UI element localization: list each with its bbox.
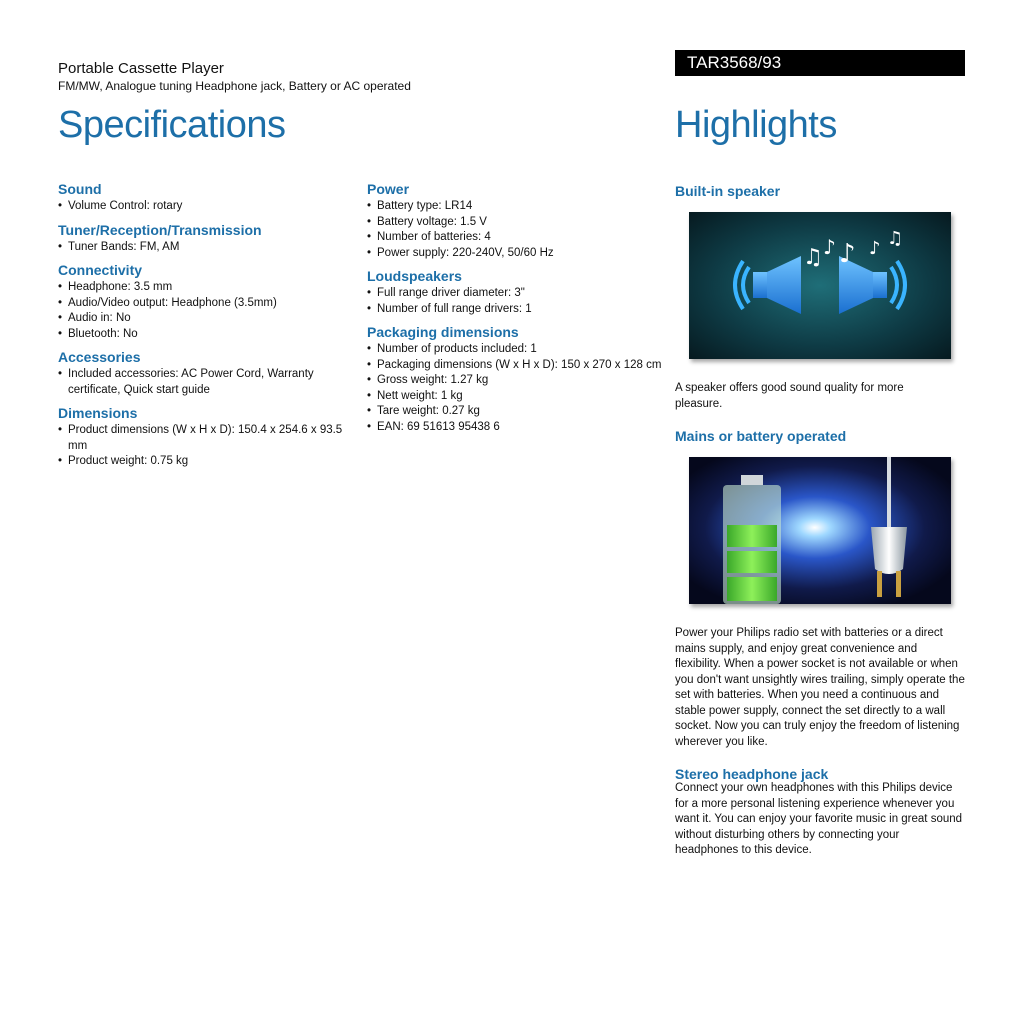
speaker-image (689, 212, 951, 359)
svg-text:♪: ♪ (823, 235, 836, 259)
spec-list (367, 199, 667, 261)
spec-section-tuner (58, 221, 358, 256)
spec-list (367, 342, 667, 435)
spec-section-title: Connectivity (58, 262, 143, 278)
spec-section-title: Loudspeakers (367, 268, 462, 284)
spec-item: • Included accessories: AC Power Cord, Warranty certificate, Quick start guide (58, 367, 358, 398)
spec-section-title: Packaging dimensions (367, 324, 519, 340)
battery-icon (723, 475, 781, 604)
spec-item: • Headphone: 3.5 mm (58, 280, 358, 296)
highlight-text-mains: Power your Philips radio set with batteries or a direct mains supply, and enjoy great convenience and flexibility. When a power socket is not available or when you don't want unsightly wires trailing, simply operate the set with batteries. When you need a continuous and stable power supply, connect the set directly to a wall socket. Now you can truly enjoy the freedom of listening wherever you like. (675, 627, 965, 748)
spec-item: • Number of batteries: 4 (367, 230, 667, 246)
spec-item: • Product weight: 0.75 kg (58, 454, 358, 470)
svg-text:♪: ♪ (839, 239, 856, 269)
highlight-title-headphone: Stereo headphone jack (675, 766, 829, 782)
spec-section-sound (58, 180, 358, 215)
spec-list (58, 367, 358, 398)
spec-item: • Power supply: 220-240V, 50/60 Hz (367, 246, 667, 262)
spec-section-title: Accessories (58, 349, 141, 365)
specs-column-right (367, 180, 667, 441)
spec-list (58, 199, 358, 215)
highlight-title-mains: Mains or battery operated (675, 428, 847, 444)
spec-section-title: Tuner/Reception/Transmission (58, 221, 262, 238)
svg-text:♪: ♪ (869, 238, 881, 259)
spec-item: • Battery voltage: 1.5 V (367, 215, 667, 231)
spec-list (58, 280, 358, 342)
spec-item: • Gross weight: 1.27 kg (367, 373, 667, 389)
spec-list (58, 240, 358, 256)
highlight-text-headphone: Connect your own headphones with this Philips device for a more personal listening experience whenever you want it. You can enjoy your favorite music in great sound without disturbing others by connecting your headphones to this device. (675, 782, 963, 856)
spec-item: • Bluetooth: No (58, 327, 358, 343)
spec-section-title: Power (367, 181, 410, 197)
spec-section-connectivity (58, 261, 358, 342)
spec-section-title: Dimensions (58, 405, 138, 421)
spec-section-loudspeakers (367, 267, 667, 317)
spec-list (58, 423, 358, 470)
spec-section-accessories (58, 348, 358, 398)
specs-column-left (58, 180, 358, 476)
spec-item: • Audio in: No (58, 311, 358, 327)
svg-text:♫: ♫ (887, 228, 904, 249)
spec-item: • Tare weight: 0.27 kg (367, 404, 667, 420)
specifications-heading: Specifications (58, 104, 286, 146)
spec-item: • Number of full range drivers: 1 (367, 302, 667, 318)
spec-item: • Audio/Video output: Headphone (3.5mm) (58, 296, 358, 312)
spec-list (367, 286, 667, 317)
spec-item: • Nett weight: 1 kg (367, 389, 667, 405)
spec-section-packaging (367, 323, 667, 435)
battery-plug-image (689, 457, 951, 604)
spec-item: • Number of products included: 1 (367, 342, 667, 358)
spec-item: • Tuner Bands: FM, AM (58, 240, 358, 256)
spec-section-dimensions (58, 404, 358, 470)
highlight-text-speaker: A speaker offers good sound quality for more pleasure. (675, 382, 904, 410)
spec-item: • Volume Control: rotary (58, 199, 358, 215)
spec-item: • EAN: 69 51613 95438 6 (367, 420, 667, 436)
spec-item: • Product dimensions (W x H x D): 150.4 x 254.6 x 93.5 mm (58, 423, 358, 454)
spec-item: • Full range driver diameter: 3" (367, 286, 667, 302)
spec-section-power (367, 180, 667, 261)
product-title: Portable Cassette Player (58, 60, 224, 77)
spec-section-title: Sound (58, 181, 102, 197)
highlight-title-speaker: Built-in speaker (675, 183, 781, 199)
model-number-bar: TAR3568/93 (675, 50, 965, 76)
highlights-heading: Highlights (675, 104, 837, 146)
spec-item: • Battery type: LR14 (367, 199, 667, 215)
spec-item: • Packaging dimensions (W x H x D): 150 x 270 x 128 cm (367, 358, 667, 374)
product-subtitle: FM/MW, Analogue tuning Headphone jack, Battery or AC operated (58, 79, 411, 93)
svg-text:♫: ♫ (803, 245, 823, 270)
